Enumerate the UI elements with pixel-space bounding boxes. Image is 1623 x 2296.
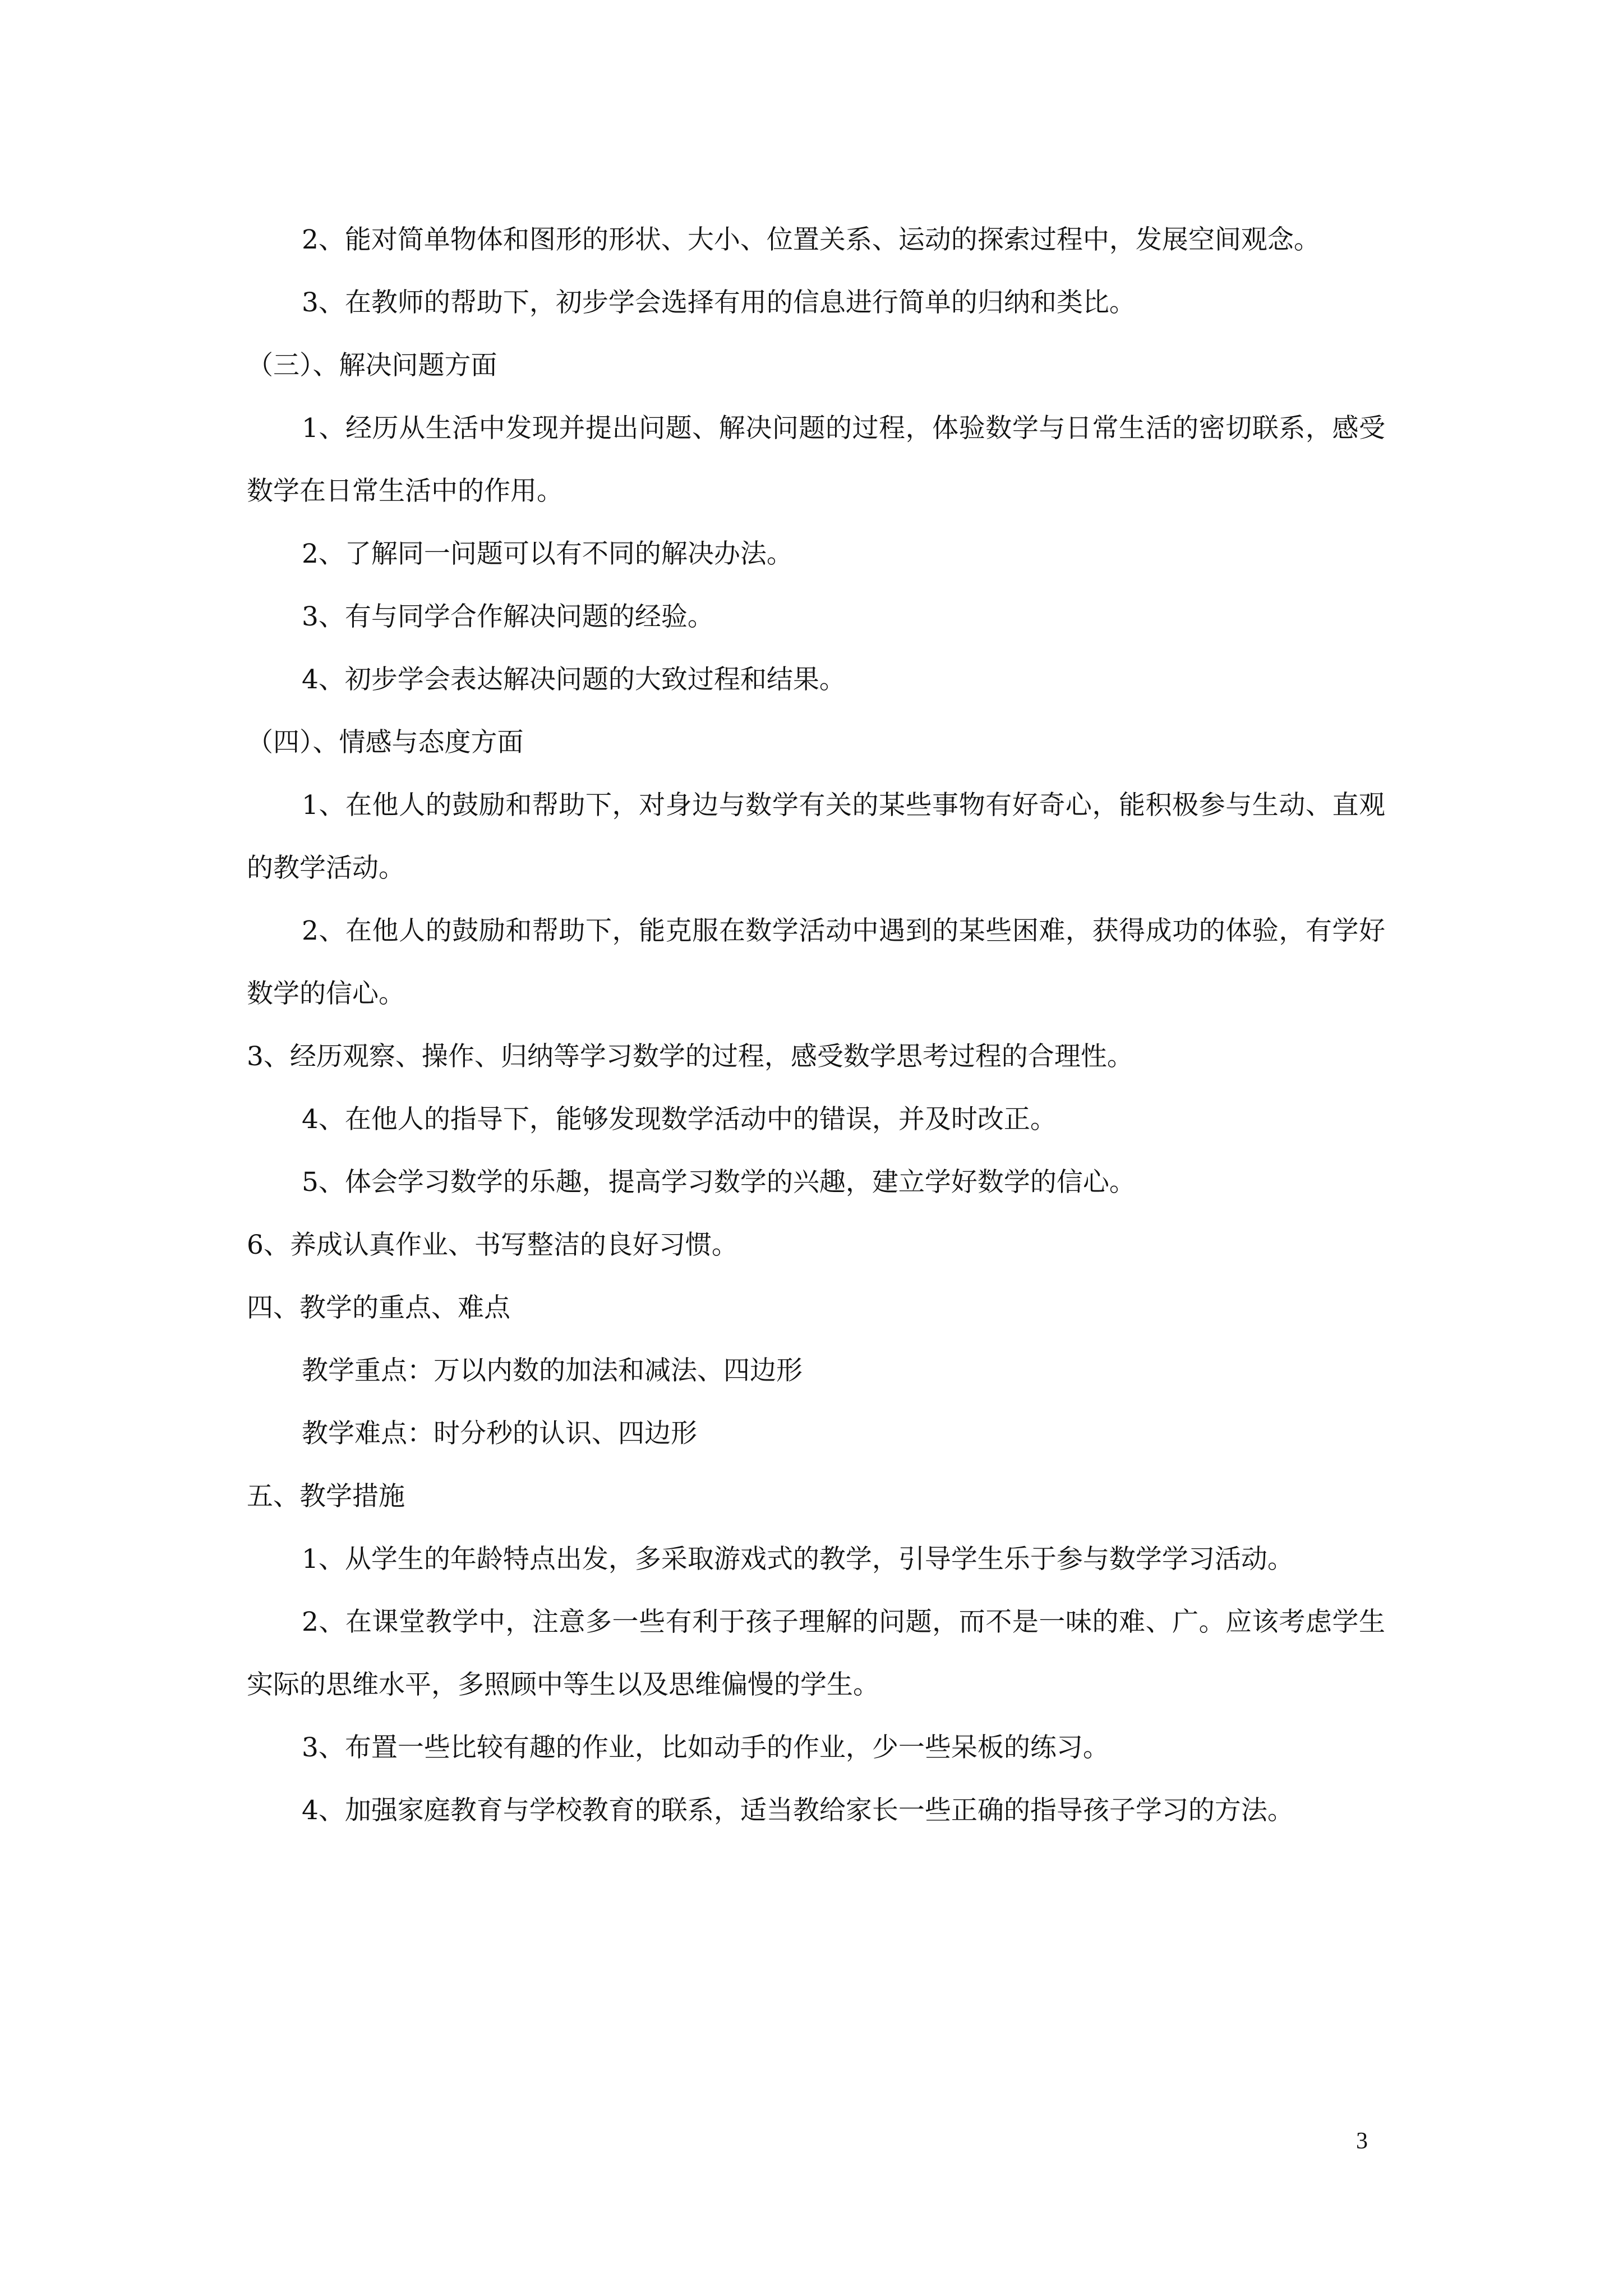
paragraph-express-process: 4、初步学会表达解决问题的大致过程和结果。 bbox=[302, 664, 846, 695]
document-body bbox=[247, 209, 1385, 1842]
paragraph-problem-solving-experience: 1、经历从生活中发现并提出问题、解决问题的过程，体验数学与日常生活的密切联系，感受数学在日常生活中的作用。 bbox=[247, 413, 1385, 507]
paragraph-cooperation: 3、有与同学合作解决问题的经验。 bbox=[302, 601, 714, 632]
paragraph-good-habits: 6、养成认真作业、书写整洁的良好习惯。 bbox=[247, 1230, 738, 1260]
paragraph-different-solutions: 2、了解同一问题可以有不同的解决办法。 bbox=[302, 539, 793, 569]
paragraph-curiosity: 1、在他人的鼓励和帮助下，对身边与数学有关的某些事物有好奇心，能积极参与生动、直观的教学活动。 bbox=[247, 790, 1385, 884]
paragraph-spatial-concepts: 2、能对简单物体和图形的形状、大小、位置关系、运动的探索过程中，发展空间观念。 bbox=[302, 224, 1320, 255]
paragraph-overcome-difficulties: 2、在他人的鼓励和帮助下，能克服在数学活动中遇到的某些困难，获得成功的体验，有学好数学的信心。 bbox=[247, 915, 1385, 1009]
paragraph-classroom-questions: 2、在课堂教学中，注意多一些有利于孩子理解的问题，而不是一味的难、广。应该考虑学生实际的思维水平，多照顾中等生以及思维偏慢的学生。 bbox=[247, 1607, 1385, 1700]
paragraph-teaching-focus: 教学重点：万以内数的加法和减法、四边形 bbox=[302, 1355, 803, 1386]
paragraph-find-errors: 4、在他人的指导下，能够发现数学活动中的错误，并及时改正。 bbox=[302, 1104, 1057, 1135]
paragraph-home-school-link: 4、加强家庭教育与学校教育的联系，适当教给家长一些正确的指导孩子学习的方法。 bbox=[302, 1795, 1294, 1826]
page-number: 3 bbox=[1356, 2128, 1368, 2154]
section-heading-problem-solving: （三）、解决问题方面 bbox=[247, 350, 497, 381]
section-heading-key-points: 四、教学的重点、难点 bbox=[247, 1292, 510, 1323]
section-heading-teaching-measures: 五、教学措施 bbox=[247, 1481, 405, 1512]
paragraph-induction-analogy: 3、在教师的帮助下，初步学会选择有用的信息进行简单的归纳和类比。 bbox=[302, 287, 1136, 318]
paragraph-enjoy-math: 5、体会学习数学的乐趣，提高学习数学的兴趣，建立学好数学的信心。 bbox=[302, 1167, 1136, 1198]
paragraph-teaching-difficulty: 教学难点：时分秒的认识、四边形 bbox=[302, 1418, 697, 1449]
paragraph-interesting-homework: 3、布置一些比较有趣的作业，比如动手的作业，少一些呆板的练习。 bbox=[302, 1732, 1109, 1763]
paragraph-game-teaching: 1、从学生的年龄特点出发，多采取游戏式的教学，引导学生乐于参与数学学习活动。 bbox=[302, 1544, 1294, 1575]
section-heading-emotion-attitude: （四）、情感与态度方面 bbox=[247, 727, 524, 758]
paragraph-reasoning: 3、经历观察、操作、归纳等学习数学的过程，感受数学思考过程的合理性。 bbox=[247, 1041, 1133, 1072]
